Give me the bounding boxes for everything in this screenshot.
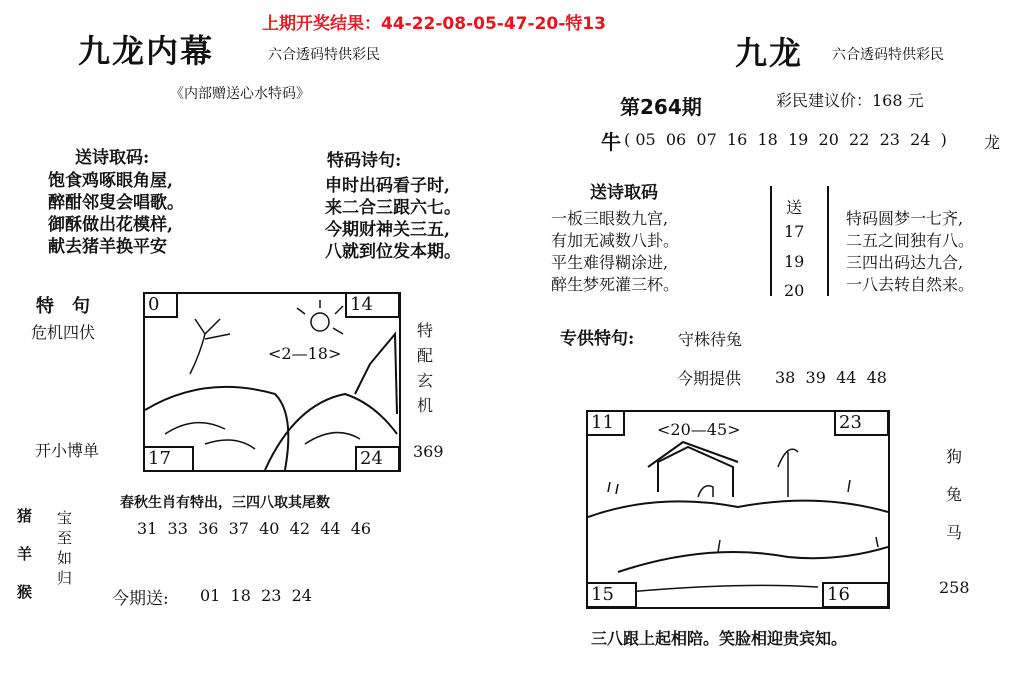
last-result-banner: 上期开奖结果：44-22-08-05-47-20-特13	[262, 14, 606, 34]
treasure-char: 至	[57, 529, 73, 547]
column-divider-right	[827, 186, 829, 296]
left-side-chars	[417, 318, 437, 418]
treasure-char: 归	[57, 569, 73, 587]
side-char: 兔	[946, 485, 963, 504]
right-footer: 三八跟上起相陪。笑脸相迎贵宾知。	[591, 629, 848, 648]
special-phrase-right: 守株待兔	[678, 330, 743, 349]
treasure-column	[57, 508, 77, 588]
zodiac-column	[17, 497, 37, 611]
poem-line: 一板三眼数九宫,	[551, 209, 669, 228]
left-verse	[325, 175, 461, 263]
verse-label: 特码诗句:	[327, 151, 402, 171]
side-char: 狗	[946, 447, 963, 466]
provide-label: 今期提供	[677, 369, 742, 388]
right-corner-tr: 23	[834, 410, 889, 436]
poem-line: 有加无减数八卦。	[551, 231, 680, 250]
poem-line: 饱食鸡啄眼角屋,	[48, 171, 173, 191]
left-corner-bl: 17	[143, 446, 194, 472]
verse-line: 来二合三跟六七。	[325, 198, 461, 218]
gift-line: 《内部赠送心水特码》	[170, 86, 310, 102]
treasure-char: 宝	[57, 509, 73, 527]
side-char: 特	[417, 321, 434, 340]
side-char: 马	[946, 523, 963, 542]
verse-line: 今期财神关三五,	[325, 220, 450, 240]
side-char: 玄	[417, 371, 434, 390]
left-corner-br: 24	[355, 446, 400, 472]
verse-line: 申时出码看子时,	[325, 176, 450, 196]
special-label: 专供特句:	[560, 329, 635, 349]
right-subtitle: 六合透码特供彩民	[832, 47, 944, 63]
poem-line: 醉生梦死灌三杯。	[551, 275, 680, 294]
send-number: 20	[784, 281, 805, 300]
price: 彩民建议价：168 元	[776, 91, 924, 110]
verse-line: 一八去转自然来。	[846, 275, 975, 294]
verse-line: 二五之间独有八。	[846, 231, 975, 250]
side-char: 配	[417, 346, 434, 365]
right-range: <20—45>	[657, 420, 741, 439]
zodiac-note: 春秋生肖有特出，三四八取其尾数	[120, 495, 330, 511]
zodiac-char: 猪	[17, 507, 33, 525]
zodiac-char: 猴	[17, 583, 33, 601]
dragon-label: 龙	[984, 133, 1001, 152]
side-char: 机	[417, 396, 434, 415]
small-bet-label: 开小博单	[35, 441, 100, 460]
right-side-number: 258	[939, 578, 970, 597]
today-numbers: 01 18 23 24	[200, 586, 312, 605]
special-phrase-label: 特 句	[36, 296, 90, 317]
right-corner-br: 16	[822, 582, 889, 608]
left-poem-label: 送诗取码:	[75, 148, 150, 168]
provide-numbers: 38 39 44 48	[775, 368, 887, 387]
left-side-number: 369	[413, 442, 444, 461]
treasure-char: 如	[57, 549, 73, 567]
special-phrase: 危机四伏	[31, 323, 96, 342]
verse-line: 特码圆梦一七齐,	[846, 209, 964, 228]
poem-line: 平生难得糊涂进,	[551, 253, 669, 272]
poem-line: 献去猪羊换平安	[48, 237, 167, 257]
left-corner-tl: 0	[143, 292, 178, 318]
column-divider-left	[770, 186, 772, 296]
left-landscape-drawing	[145, 294, 399, 470]
verse-line: 八就到位发本期。	[325, 242, 461, 262]
right-poem	[551, 208, 679, 296]
poem-line: 御酥做出花模样,	[48, 215, 173, 235]
ox-numbers: ( 05 06 07 16 18 19 20 22 23 24 )	[624, 130, 947, 149]
right-title: 九龙	[735, 34, 804, 72]
ox-label: 牛	[601, 130, 621, 154]
zodiac-char: 羊	[17, 545, 33, 563]
left-title: 九龙内幕	[78, 32, 215, 70]
left-subtitle: 六合透码特供彩民	[268, 47, 380, 63]
verse-line: 三四出码达九合,	[846, 253, 964, 272]
left-poem	[48, 170, 184, 258]
zodiac-numbers: 31 33 36 37 40 42 44 46	[137, 519, 372, 538]
left-corner-tr: 14	[345, 292, 400, 318]
right-side-chars	[946, 438, 966, 552]
poem-line: 醉酣邻叟会唱歌。	[48, 193, 184, 213]
send-label: 送	[786, 198, 803, 217]
right-poem-label: 送诗取码	[590, 183, 658, 203]
left-range: <2—18>	[268, 344, 342, 363]
right-corner-tl: 11	[586, 410, 625, 436]
send-number: 19	[784, 252, 805, 271]
right-verse	[846, 208, 974, 296]
send-number: 17	[784, 222, 805, 241]
right-landscape-drawing	[588, 412, 888, 607]
today-label: 今期送:	[112, 589, 169, 609]
issue-number: 第264期	[620, 95, 702, 119]
right-corner-bl: 15	[586, 582, 637, 608]
